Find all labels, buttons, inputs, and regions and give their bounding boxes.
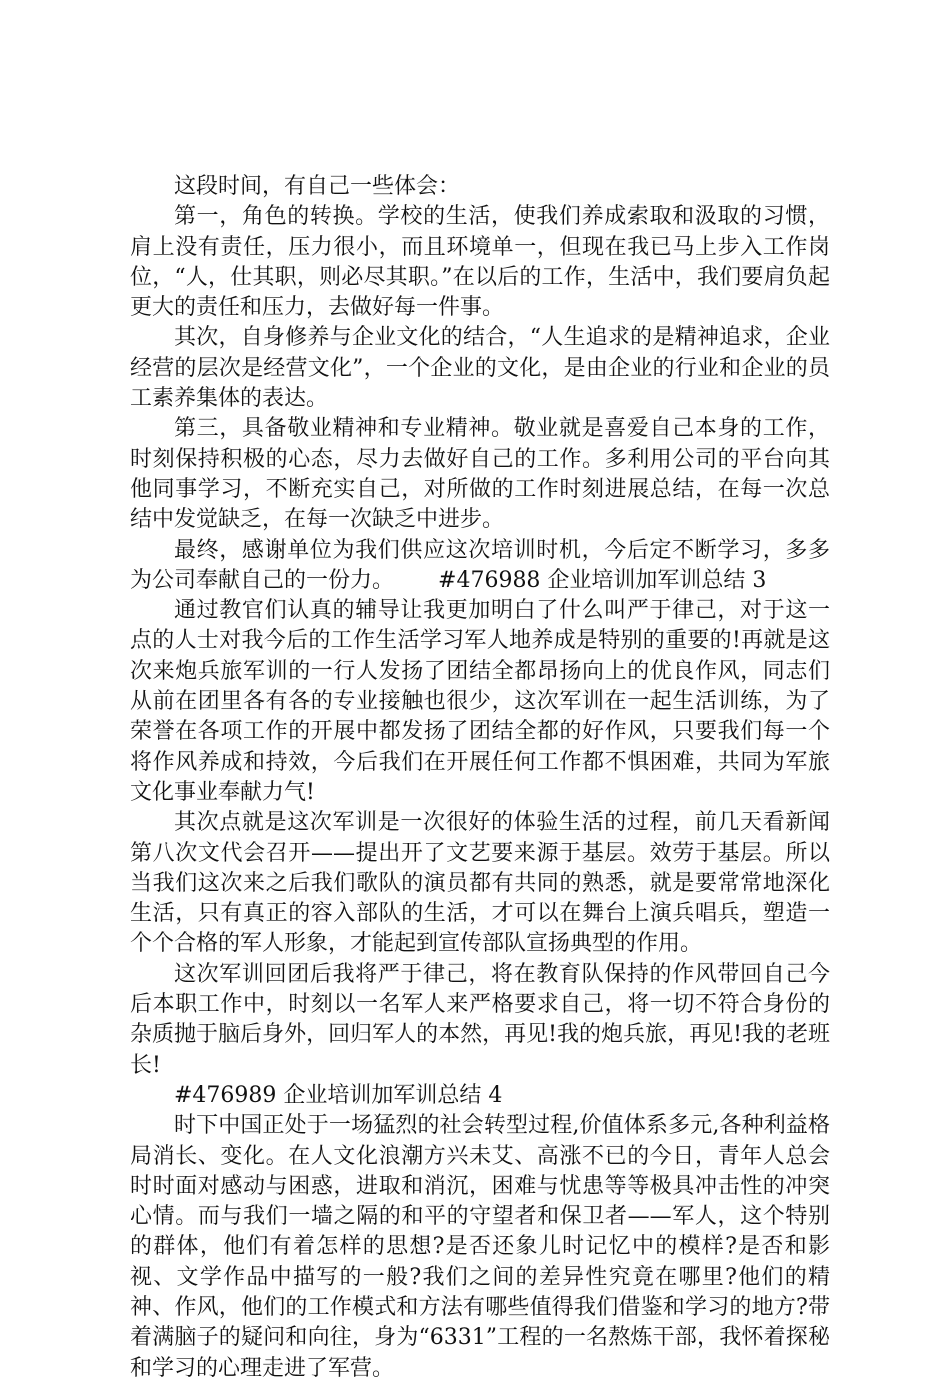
paragraph-first-point: 第一，角色的转换。学校的生活，使我们养成索取和汲取的习惯，肩上没有责任，压力很小，而且环境单一，但现在我已马上步入工作岗位，“人，仕其职，则必尽其职。”在以后的工作，生活中，我们要肩负起更大的责任和压力，去做好每一件事。: [130, 204, 830, 321]
paragraph-third-point: 第三，具备敬业精神和专业精神。敬业就是喜爱自己本身的工作，时刻保持积极的心态，尽力去做好自己的工作。多利用公司的平台向其他同事学习，不断充实自己，对所做的工作时刻进展总结，在每一次总结中发觉缺乏，在每一次缺乏中进步。: [130, 416, 830, 533]
document-page: [130, 172, 830, 1384]
paragraph-section3-2: 其次点就是这次军训是一次很好的体验生活的过程，前几天看新闻第八次文代会召开——提出开了文艺要来源于基层。效劳于基层。所以当我们这次来之后我们歌队的演员都有共同的熟悉，就是要常常地深化生活，只有真正的容入部队的生活，才可以在舞台上演兵唱兵，塑造一个个合格的军人形象，才能起到宣传部队宣扬典型的作用。: [130, 810, 830, 957]
paragraph-section3-1: 通过教官们认真的辅导让我更加明白了什么叫严于律己，对于这一点的人士对我今后的工作生活学习军人地养成是特别的重要的!再就是这次来炮兵旅军训的一行人发扬了团结全都昂扬向上的优良作风，同志们从前在团里各有各的专业接触也很少，这次军训在一起生活训练，为了荣誉在各项工作的开展中都发扬了团结全都的好作风，只要我们每一个将作风养成和持效，今后我们在开展任何工作都不惧困难，共同为军旅文化事业奉献力气!: [130, 598, 830, 805]
paragraph-section4-1: 时下中国正处于一场猛烈的社会转型过程,价值体系多元,各种利益格局消长、变化。在人文化浪潮方兴未艾、高涨不已的今日，青年人总会时时面对感动与困惑，进取和消沉，困难与忧患等等极具冲击性的冲突心情。而与我们一墙之隔的和平的守望者和保卫者——军人，这个特别的群体，他们有着怎样的思想?是否还象儿时记忆中的模样?是否和影视、文学作品中描写的一般?我们之间的差异性究竟在哪里?他们的精神、作风，他们的工作模式和方法有哪些值得我们借鉴和学习的地方?带着满脑子的疑问和向往，身为“6331”工程的一名熬炼干部，我怀着探秘和学习的心理走进了军营。: [130, 1113, 830, 1381]
section-heading-3: #476988 企业培训加军训总结 3: [438, 567, 767, 593]
closing-text: 最终，感谢单位为我们供应这次培训时机，今后定不断学习，多多为公司奉献自己的一份力。: [130, 537, 830, 593]
paragraph-intro: 这段时间，有自己一些体会：: [174, 174, 461, 199]
paragraph-closing: [130, 536, 830, 597]
section-heading-4: #476989 企业培训加军训总结 4: [174, 1082, 503, 1108]
paragraph-second-point: 其次，自身修养与企业文化的结合，“人生追求的是精神追求，企业经营的层次是经营文化”，一个企业的文化，是由企业的行业和企业的员工素养集体的表达。: [130, 325, 830, 412]
paragraph-section3-3: 这次军训回团后我将严于律己，将在教育队保持的作风带回自己今后本职工作中，时刻以一名军人来严格要求自己，将一切不符合身份的杂质抛于脑后身外，回归军人的本然，再见!我的炮兵旅，再见!我的老班长!: [130, 961, 830, 1078]
